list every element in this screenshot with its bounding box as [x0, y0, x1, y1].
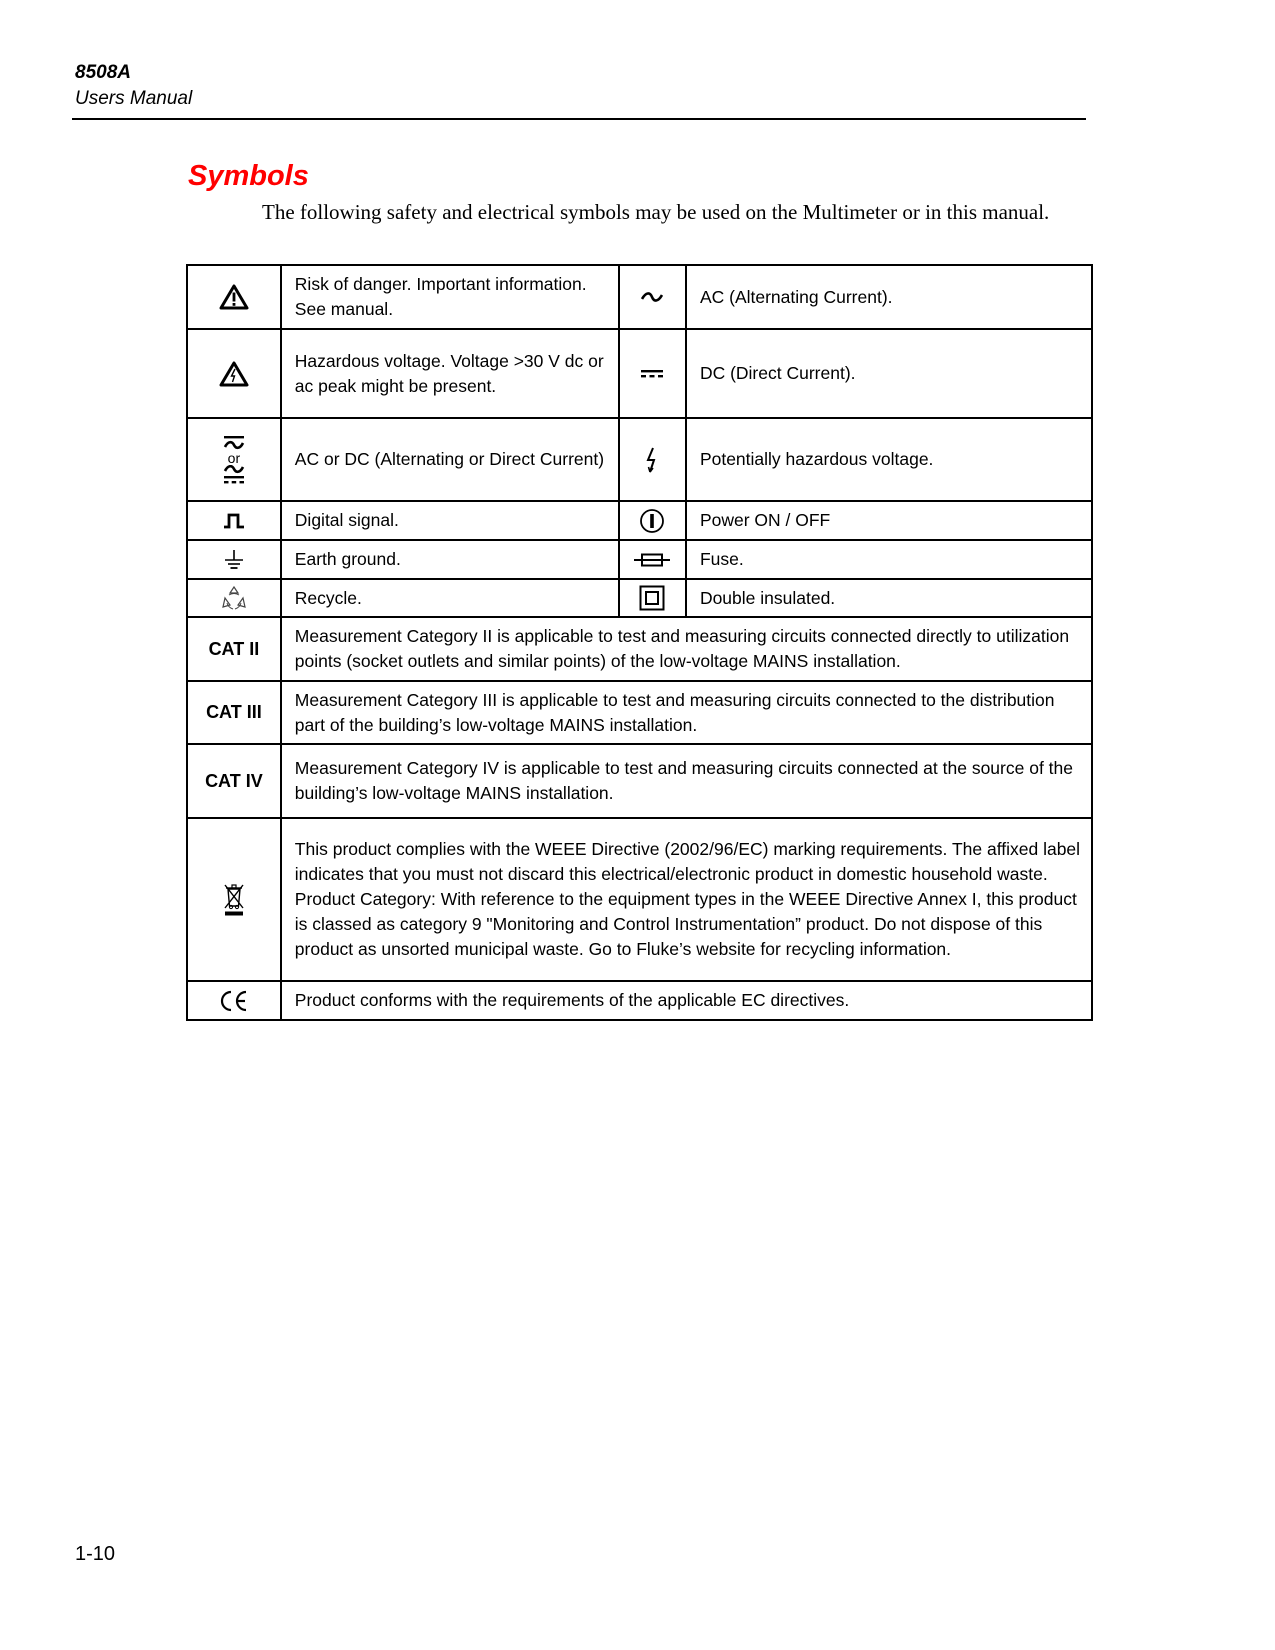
symbol-cell [619, 329, 686, 418]
earth-ground-icon [188, 549, 280, 571]
ce-description: Product conforms with the requirements of the applicable EC directives. [281, 981, 1092, 1020]
symbol-description: Power ON / OFF [686, 501, 1092, 540]
symbol-description: Potentially hazardous voltage. [686, 418, 1092, 501]
category-description: Measurement Category IV is applicable to test and measuring circuits connected at the source of the building’s low-voltage MAINS installation. [281, 744, 1092, 818]
symbol-cell [619, 540, 686, 579]
header-title: Users Manual [75, 88, 193, 109]
table-row [187, 501, 1092, 540]
symbol-cell [619, 579, 686, 617]
symbol-cell [187, 501, 281, 540]
weee-description: This product complies with the WEEE Directive (2002/96/EC) marking requirements. The affixed label indicates that you must not discard this electrical/electronic product in domestic household waste. Product Category: With reference to the equipment types in the WEEE Directive Annex I, this product is classed as category 9 "Monitoring and Control Instrumentation” product. Do not dispose of this product as unsorted municipal waste. Go to Fluke’s website for recycling information. [281, 818, 1092, 981]
hazardous-voltage-triangle-icon [188, 361, 280, 387]
symbol-description: AC or DC (Alternating or Direct Current) [281, 418, 619, 501]
symbol-cell [619, 265, 686, 329]
symbol-cell [187, 540, 281, 579]
digital-signal-icon [188, 513, 280, 529]
category-label: CAT III [187, 681, 281, 744]
table-row [187, 744, 1092, 818]
power-on-off-icon [620, 508, 685, 534]
lightning-bolt-icon [620, 447, 685, 473]
table-row [187, 818, 1092, 981]
category-label: CAT II [187, 617, 281, 681]
table-row [187, 329, 1092, 418]
page-number: 1-10 [75, 1543, 116, 1565]
table-row [187, 617, 1092, 681]
symbol-cell [187, 265, 281, 329]
symbol-description: Recycle. [281, 579, 619, 617]
symbol-cell [187, 818, 281, 981]
header-model: 8508A [75, 62, 131, 83]
section-intro: The following safety and electrical symbols may be used on the Multimeter or in this manual. [262, 200, 1050, 224]
table-row [187, 579, 1092, 617]
table-row [187, 981, 1092, 1020]
category-label: CAT IV [187, 744, 281, 818]
symbol-description: Digital signal. [281, 501, 619, 540]
recycle-icon [188, 585, 280, 611]
section-title: Symbols [188, 160, 309, 192]
symbol-cell [619, 501, 686, 540]
or-label: or [227, 449, 241, 466]
table-row [187, 418, 1092, 501]
symbol-description: Earth ground. [281, 540, 619, 579]
ac-tilde-icon [620, 291, 685, 303]
table-row [187, 540, 1092, 579]
symbol-description: Hazardous voltage. Voltage >30 V dc or ac peak might be present. [281, 329, 619, 418]
fuse-icon [620, 552, 685, 568]
symbol-cell [619, 418, 686, 501]
symbol-description: AC (Alternating Current). [686, 265, 1092, 329]
double-insulated-icon [620, 585, 685, 611]
ce-mark-icon [188, 990, 280, 1012]
table-row [187, 265, 1092, 329]
table-row [187, 681, 1092, 744]
category-description: Measurement Category III is applicable to test and measuring circuits connected to the distribution part of the building’s low-voltage MAINS installation. [281, 681, 1092, 744]
warning-triangle-icon [188, 284, 280, 310]
symbol-cell [187, 981, 281, 1020]
dc-icon [620, 369, 685, 379]
header-rule [72, 118, 1086, 120]
symbol-cell [187, 329, 281, 418]
symbol-description: DC (Direct Current). [686, 329, 1092, 418]
symbol-description: Fuse. [686, 540, 1092, 579]
symbol-cell [187, 579, 281, 617]
symbol-description: Double insulated. [686, 579, 1092, 617]
symbol-cell [187, 418, 281, 501]
category-description: Measurement Category II is applicable to test and measuring circuits connected directly to utilization points (socket outlets and similar points) of the low-voltage MAINS installation. [281, 617, 1092, 681]
ac-or-dc-icon [188, 435, 280, 485]
symbol-description: Risk of danger. Important information. See manual. [281, 265, 619, 329]
weee-crossed-bin-icon [188, 883, 280, 917]
symbols-table [186, 264, 1093, 1021]
